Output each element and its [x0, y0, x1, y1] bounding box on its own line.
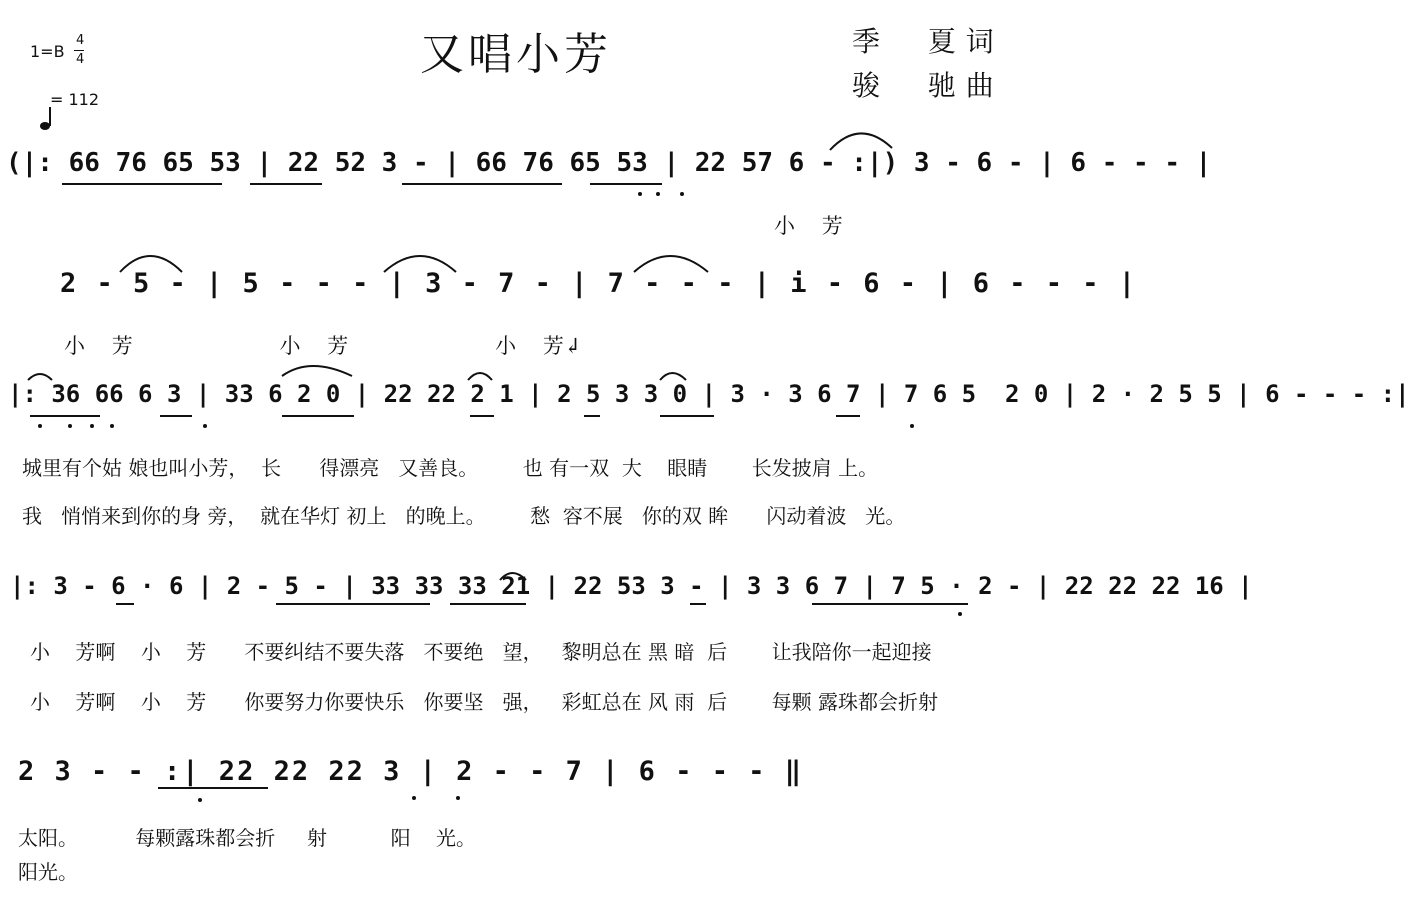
lyrics-line-3-verse-1: 城里有个姑 娘也叫小芳， 长 得漂亮 又善良。 也 有一双 大 眼睛 长发披肩 上。 — [22, 456, 879, 480]
lyrics-line-5-verse-1: 太阳。 每颗露珠都会折 射 阳 光。 — [18, 826, 477, 850]
lyrics-line-2: 小 芳 小 芳 小 芳↲ — [64, 334, 582, 358]
composer-credit: 骏 驰曲 — [852, 69, 1004, 102]
song-title: 又唱小芳 — [420, 29, 612, 80]
time-signature-bottom: 4 — [76, 52, 85, 67]
lyrics-line-4-verse-2: 小 芳啊 小 芳 你要努力你要快乐 你要坚 强， 彩虹总在 风 雨 后 每颗 露珠都会折射 — [30, 690, 938, 714]
lyrics-line-1: 小 芳 — [774, 214, 843, 238]
time-signature-top: 4 — [76, 33, 85, 48]
notation-line-4: |: 3 - 6 · 6 | 2 - 5 - | 33 33 33 21 | 22 53 3 - | 3 3 6 7 | 7 5 · 2 - | 22 22 22 16 | — [10, 572, 1253, 600]
lyricist-credit: 季 夏词 — [852, 25, 1004, 58]
notation-line-2: 2 - 5 - | 5 - - - | 3 - 7 - | 7 - - - | i - 6 - | 6 - - - | — [60, 268, 1138, 299]
lyrics-line-4-verse-1: 小 芳啊 小 芳 不要纠结不要失落 不要绝 望， 黎明总在 黑 暗 后 让我陪你一起迎接 — [30, 640, 932, 664]
tempo-mark: = 112 — [50, 90, 100, 109]
notation-line-3: |: 36 66 6 3 | 33 6 2 0 | 22 22 2 1 | 2 5 3 3 0 | 3 · 3 6 7 | 7 6 5 2 0 | 2 · 2 5 5 | 6 - - - :| — [8, 380, 1410, 408]
notation-line-1: (|: 66 76 65 53 | 22 52 3 - | 66 76 65 53 | 22 57 6 - :|) 3 - 6 - | 6 - - - | — [6, 148, 1212, 178]
lyrics-line-3-verse-2: 我 悄悄来到你的身 旁， 就在华灯 初上 的晚上。 愁 容不展 你的双 眸 闪动着波 光。 — [22, 504, 906, 528]
time-signature-line — [74, 50, 84, 51]
notation-line-5: 2 3 - - :| 22 22 22 3 | 2 - - 7 | 6 - - - ‖ — [18, 756, 803, 787]
key-signature: 1=B — [30, 42, 65, 61]
lyrics-line-5-verse-2: 阳光。 — [18, 860, 78, 884]
